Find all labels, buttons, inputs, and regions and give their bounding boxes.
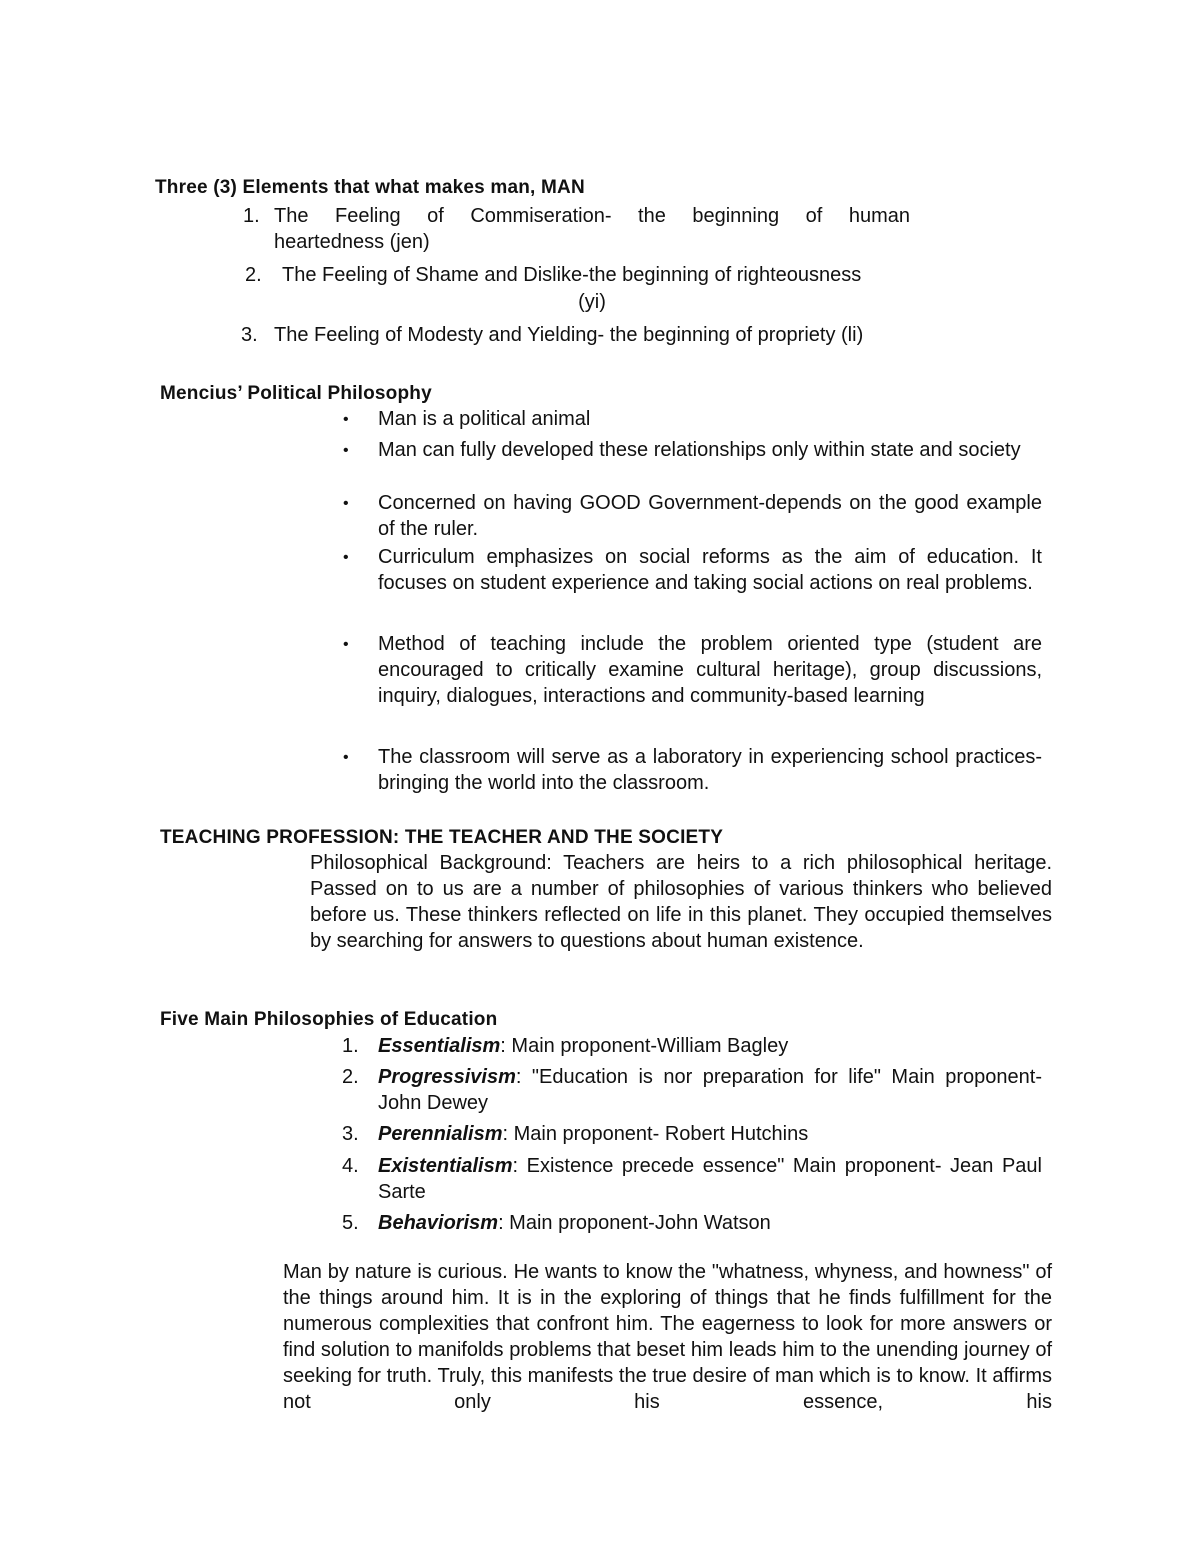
bullet-icon: • — [343, 749, 349, 766]
bullet-item: The classroom will serve as a laboratory in experiencing school practices-bringing the world into the classroom. — [378, 746, 1042, 794]
section-heading-five-philosophies: Five Main Philosophies of Education — [160, 1009, 498, 1030]
list-number: 3. — [241, 324, 258, 346]
list-item-line: The Feeling of Commiseration- the beginning of human — [274, 205, 910, 227]
philosophy-term: Existentialism — [378, 1155, 513, 1177]
list-number: 3. — [342, 1123, 359, 1145]
bullet-item: Curriculum emphasizes on social reforms as the aim of education. It focuses on student experience and taking social actions on real problems. — [378, 546, 1042, 594]
bullet-icon: • — [343, 549, 349, 566]
section-heading-three-elements: Three (3) Elements that what makes man, MAN — [155, 177, 585, 198]
philosophy-term: Behaviorism — [378, 1212, 499, 1234]
list-number: 2. — [245, 264, 262, 286]
bullet-icon: • — [343, 636, 349, 653]
list-item-line: heartedness (jen) — [274, 231, 430, 253]
philosophical-background-paragraph: Philosophical Background: Teachers are heirs to a rich philosophical heritage. Passed on to us are a number of philosophies of various thinkers who believed before us. These thinkers reflected on life in this planet. They occupied themselves by searching for answers to questions about human existence. — [310, 852, 1052, 952]
list-number: 5. — [342, 1212, 359, 1234]
philosophy-item — [378, 1153, 1042, 1205]
list-item-line: The Feeling of Modesty and Yielding- the beginning of propriety (li) — [274, 324, 864, 346]
philosophy-item — [378, 1033, 1042, 1059]
section-heading-teaching-profession: TEACHING PROFESSION: THE TEACHER AND THE SOCIETY — [160, 827, 724, 848]
philosophy-term: Progressivism — [378, 1066, 516, 1088]
philosophy-description: : "Education is nor preparation for life" Main proponent-John Dewey — [378, 1066, 1042, 1114]
philosophy-item — [378, 1210, 1042, 1236]
list-number: 2. — [342, 1066, 359, 1088]
bullet-icon: • — [343, 442, 349, 459]
bullet-icon: • — [343, 495, 349, 512]
section-heading-mencius: Mencius’ Political Philosophy — [160, 383, 432, 404]
bullet-item: Man is a political animal — [378, 408, 591, 430]
philosophy-description: : Main proponent-John Watson — [498, 1212, 771, 1234]
philosophy-item — [378, 1121, 1042, 1147]
bullet-item: Man can fully developed these relationships only within state and society — [378, 439, 1021, 461]
list-item-line: The Feeling of Shame and Dislike-the beginning of righteousness — [282, 264, 862, 286]
list-number: 1. — [243, 205, 260, 227]
list-number: 4. — [342, 1155, 359, 1177]
philosophy-item — [378, 1064, 1042, 1116]
closing-paragraph: Man by nature is curious. He wants to know the "whatness, whyness, and howness" of the things around him. It is in the exploring of things that he finds fulfillment for the numerous complexities that confront him. The eagerness to look for more answers or find solution to manifolds problems that beset him leads him to the unending journey of seeking for truth. Truly, this manifests the true desire of man which is to know. It affirms not only his essence, his — [283, 1261, 1052, 1413]
list-number: 1. — [342, 1035, 359, 1057]
philosophy-description: : Existence precede essence" Main proponent- Jean Paul Sarte — [378, 1155, 1042, 1203]
philosophy-term: Perennialism — [378, 1123, 503, 1145]
list-item-line: (yi) — [578, 291, 606, 313]
philosophy-description: : Main proponent- Robert Hutchins — [502, 1123, 809, 1145]
philosophy-description: : Main proponent-William Bagley — [500, 1035, 789, 1057]
bullet-icon: • — [343, 411, 349, 428]
philosophy-term: Essentialism — [378, 1035, 501, 1057]
bullet-item: Concerned on having GOOD Government-depends on the good example of the ruler. — [378, 492, 1042, 540]
bullet-item: Method of teaching include the problem oriented type (student are encouraged to critically examine cultural heritage), group discussions, inquiry, dialogues, interactions and community-based learning — [378, 633, 1042, 707]
